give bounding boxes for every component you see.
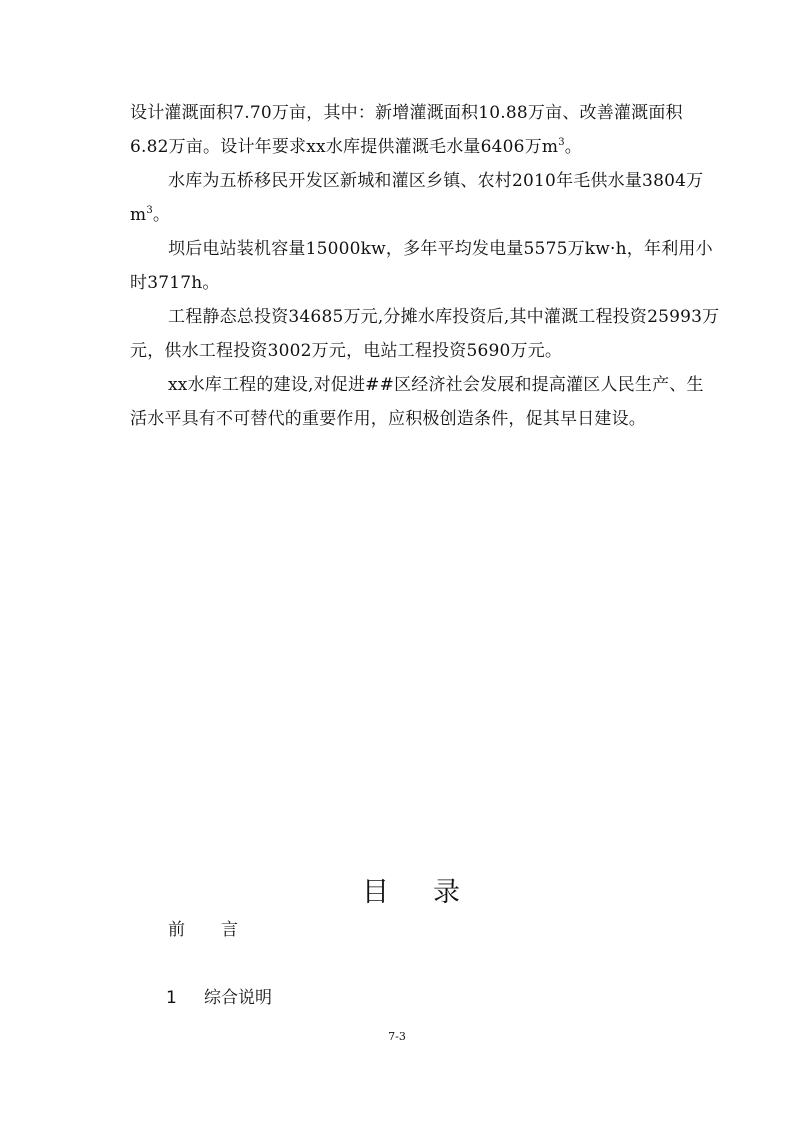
toc-item-label: 综合说明 <box>204 988 272 1008</box>
paragraph-significance <box>130 368 720 436</box>
body-text <box>130 96 720 436</box>
superscript: 3 <box>146 205 153 216</box>
superscript: 3 <box>558 137 565 148</box>
paragraph-text: 坝后电站装机容量15000kw，多年平均发电量5575万kw·h，年利用小时3717h。 <box>130 239 713 293</box>
toc-item-number: 1 <box>166 988 177 1008</box>
paragraph-text: 。 <box>564 137 582 157</box>
paragraph-text: 。 <box>152 205 171 225</box>
paragraph-irrigation <box>130 96 720 164</box>
paragraph-investment <box>130 300 720 368</box>
paragraph-text: xx水库工程的建设,对促进##区经济社会发展和提高灌区人民生产、生活水平具有不可替代的重要作用，应积极创造条件，促其早日建设。 <box>130 375 704 429</box>
paragraph-water-supply <box>130 164 720 232</box>
paragraph-power-station <box>130 232 720 300</box>
toc-item-1[interactable] <box>166 983 272 1008</box>
toc-preface[interactable]: 前言 <box>168 920 274 940</box>
page-number: 7-3 <box>388 1030 406 1043</box>
paragraph-text: 水库为五桥移民开发区新城和灌区乡镇、农村2010年毛供水量3804万m <box>130 171 704 225</box>
toc-title: 目录 <box>362 877 504 908</box>
paragraph-text: 工程静态总投资34685万元,分摊水库投资后,其中灌溉工程投资25993万元，供水工程投资3002万元，电站工程投资5690万元。 <box>130 307 720 361</box>
paragraph-text: 设计灌溉面积7.70万亩，其中：新增灌溉面积10.88万亩、改善灌溉面积6.82万亩。设计年要求xx水库提供灌溉毛水量6406万m <box>130 103 683 157</box>
